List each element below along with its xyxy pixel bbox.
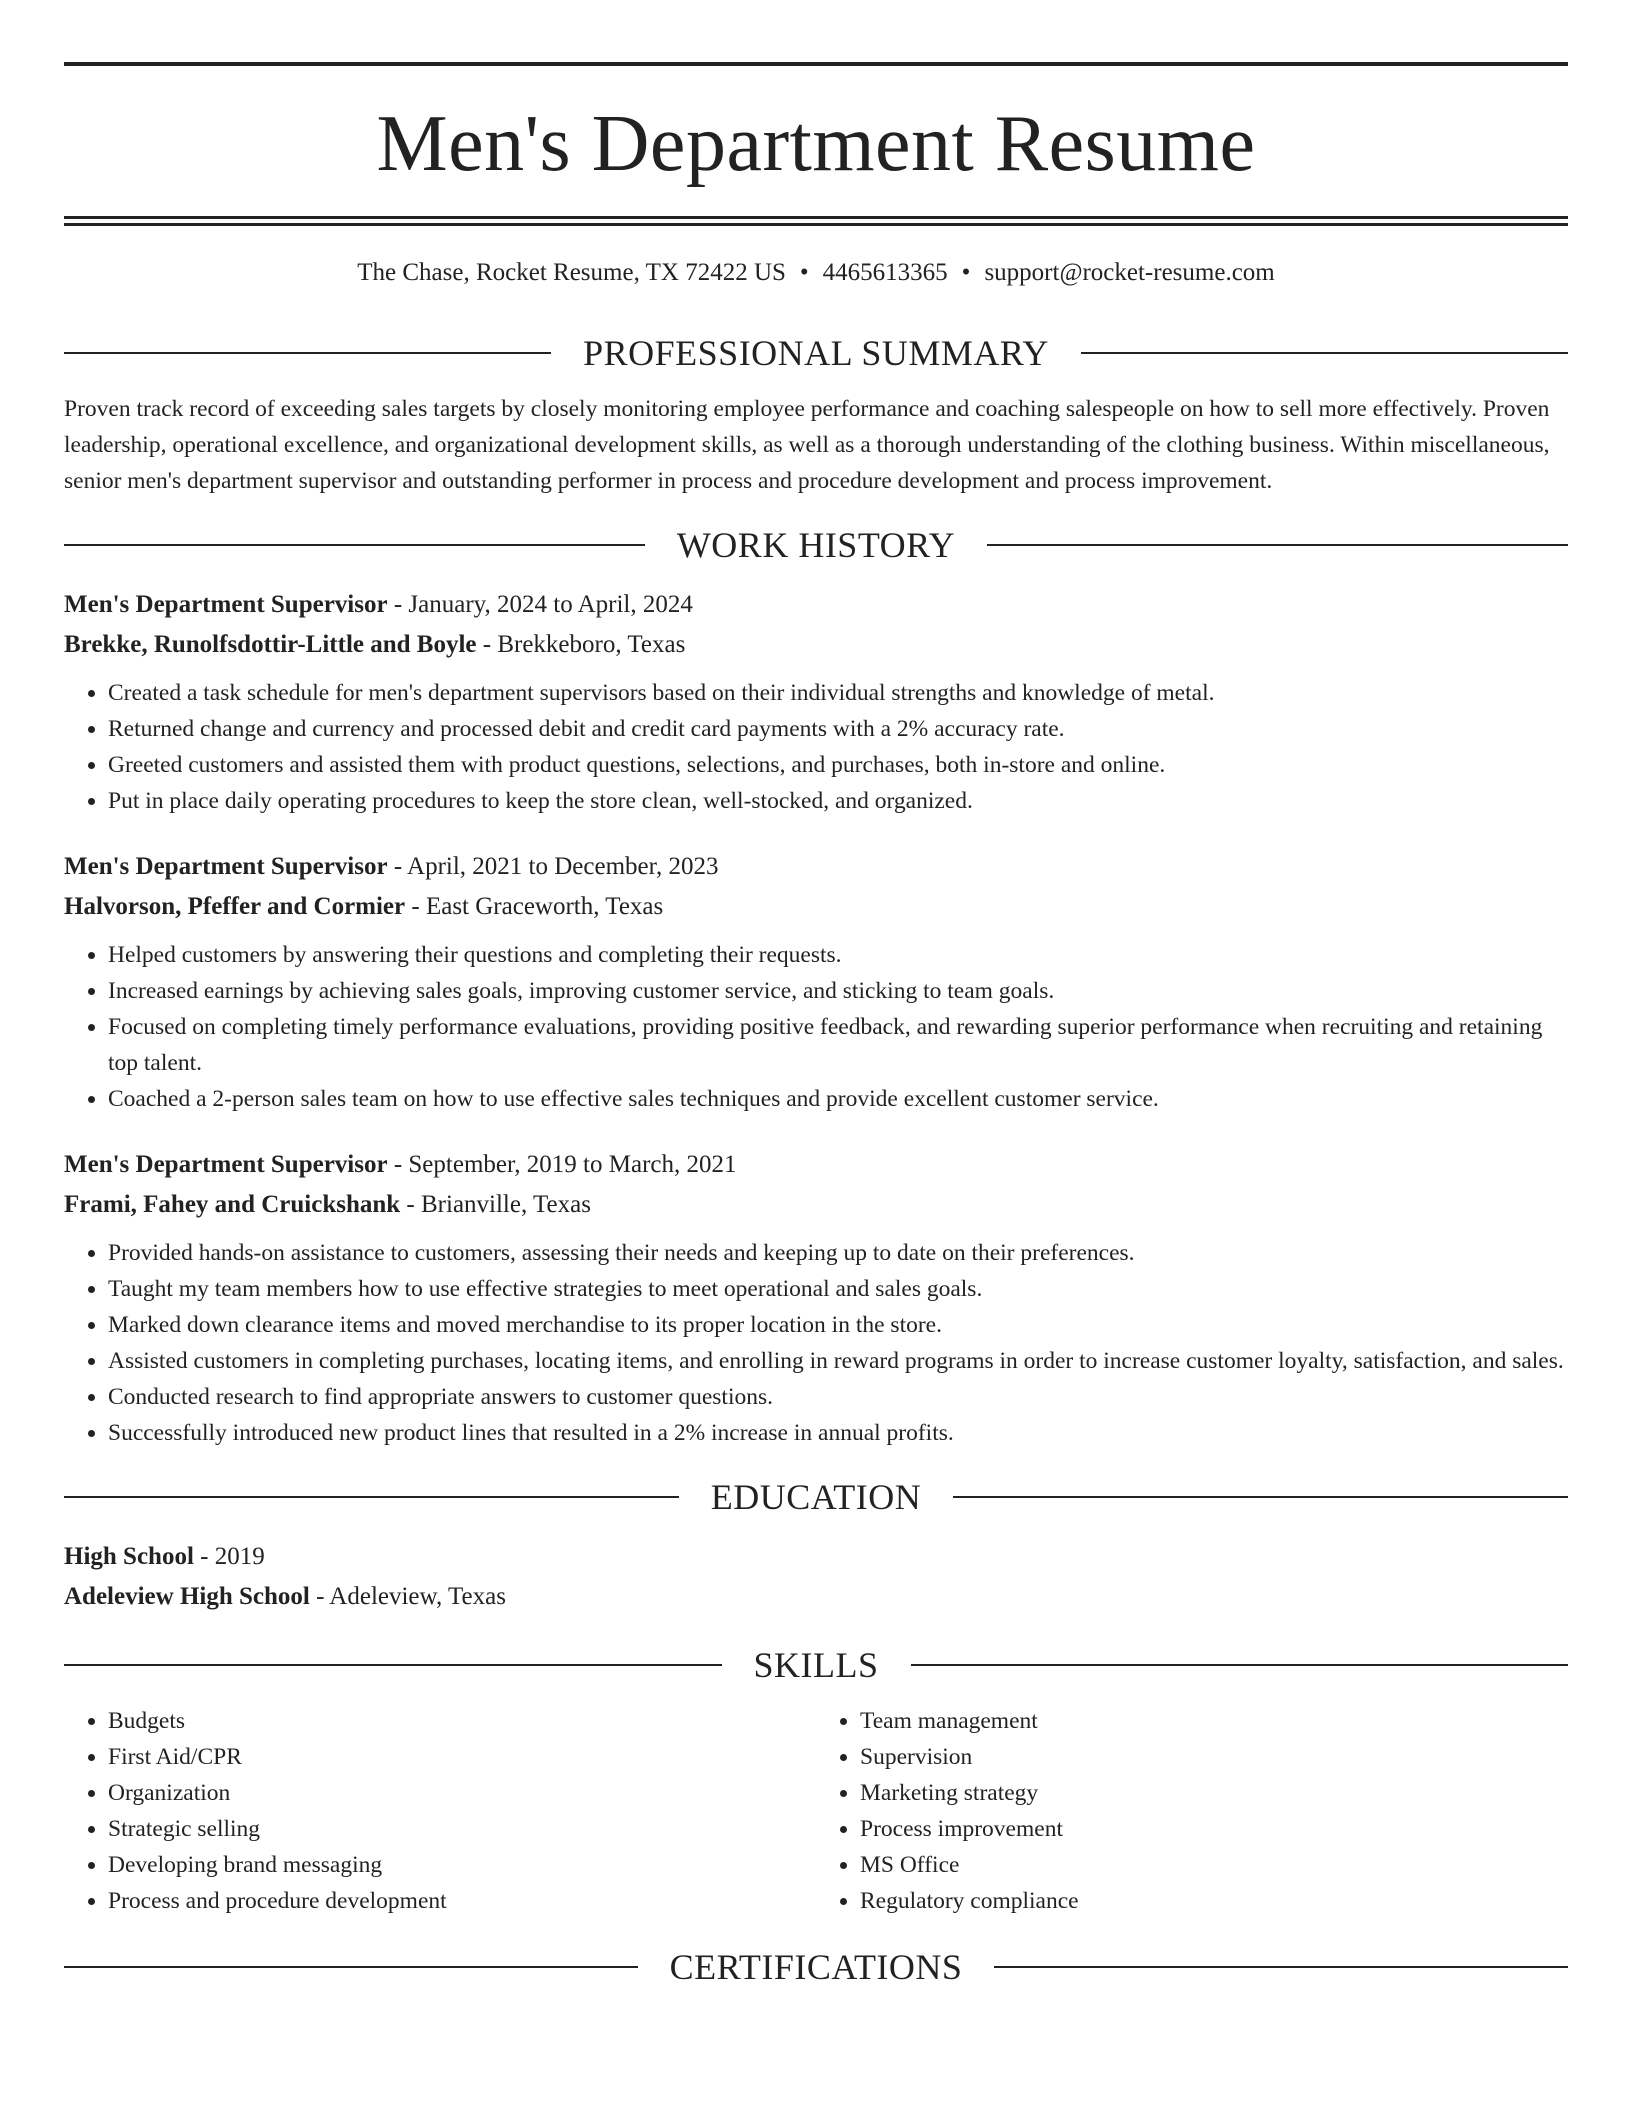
education-school-line — [64, 1577, 1568, 1617]
job-company-line — [64, 625, 1568, 665]
contact-address: The Chase, Rocket Resume, TX 72422 US — [357, 259, 786, 286]
section-header-work — [64, 527, 1568, 563]
section-title: PROFESSIONAL SUMMARY — [583, 333, 1049, 373]
job-location: - East Graceworth, Texas — [405, 893, 664, 920]
section-rule — [64, 1664, 722, 1666]
job-title: Men's Department Supervisor — [64, 591, 388, 618]
skill-item: • Process and procedure development — [108, 1883, 816, 1919]
contact-separator: • — [961, 259, 971, 286]
education-degree-line — [64, 1537, 1568, 1577]
contact-email[interactable]: support@rocket-resume.com — [984, 259, 1275, 286]
job-bullet-list — [64, 675, 1568, 819]
skill-item: • First Aid/CPR — [108, 1739, 816, 1775]
title-double-rule — [64, 216, 1568, 226]
job-entry — [64, 847, 1568, 1117]
skills-column-left — [64, 1703, 816, 1919]
job-bullet: • Taught my team members how to use effective strategies to meet operational and sales goals. — [108, 1271, 1568, 1307]
skill-item: • MS Office — [860, 1847, 1568, 1883]
top-rule — [64, 62, 1568, 66]
education-school: Adeleview High School — [64, 1583, 310, 1610]
job-bullet: • Conducted research to find appropriate answers to customer questions. — [108, 1379, 1568, 1415]
job-bullet: • Coached a 2-person sales team on how to use effective sales techniques and provide excellent customer service. — [108, 1081, 1568, 1117]
section-title: WORK HISTORY — [676, 525, 956, 565]
job-dates: - January, 2024 to April, 2024 — [387, 591, 693, 618]
job-company: Brekke, Runolfsdottir-Little and Boyle — [64, 631, 477, 658]
job-title-line — [64, 847, 1568, 887]
job-bullet: • Marked down clearance items and moved merchandise to its proper location in the store. — [108, 1307, 1568, 1343]
section-header-skills — [64, 1647, 1568, 1683]
job-bullet-list — [64, 937, 1568, 1117]
job-entry — [64, 585, 1568, 819]
skill-item: • Marketing strategy — [860, 1775, 1568, 1811]
job-bullet: • Increased earnings by achieving sales goals, improving customer service, and sticking to team goals. — [108, 973, 1568, 1009]
job-bullet: • Returned change and currency and processed debit and credit card payments with a 2% accuracy rate. — [108, 711, 1568, 747]
section-header-summary — [64, 335, 1568, 371]
job-title-line — [64, 585, 1568, 625]
job-title-line — [64, 1145, 1568, 1185]
section-rule — [1081, 352, 1568, 354]
job-bullet: • Focused on completing timely performance evaluations, providing positive feedback, and rewarding superior performance when recruiting and retaining top talent. — [108, 1009, 1568, 1081]
section-rule — [994, 1966, 1568, 1968]
section-title: EDUCATION — [710, 1477, 922, 1517]
section-rule — [911, 1664, 1569, 1666]
job-dates: - September, 2019 to March, 2021 — [387, 1151, 737, 1178]
section-rule — [64, 1966, 638, 1968]
education-degree: High School — [64, 1543, 194, 1570]
education-location: - Adeleview, Texas — [309, 1583, 506, 1610]
skill-item: • Process improvement — [860, 1811, 1568, 1847]
job-entry — [64, 1145, 1568, 1451]
skill-item: • Organization — [108, 1775, 816, 1811]
job-bullet: • Created a task schedule for men's department supervisors based on their individual strengths and knowledge of metal. — [108, 675, 1568, 711]
job-company-line — [64, 887, 1568, 927]
section-rule — [987, 544, 1568, 546]
job-bullet: • Provided hands-on assistance to customers, assessing their needs and keeping up to date on their preferences. — [108, 1235, 1568, 1271]
skills-column-right — [816, 1703, 1568, 1919]
job-company-line — [64, 1185, 1568, 1225]
job-company: Halvorson, Pfeffer and Cormier — [64, 893, 406, 920]
section-rule — [953, 1496, 1568, 1498]
job-location: - Brekkeboro, Texas — [476, 631, 686, 658]
job-location: - Brianville, Texas — [400, 1191, 591, 1218]
skills-grid — [64, 1703, 1568, 1919]
job-bullet: • Successfully introduced new product lines that resulted in a 2% increase in annual profits. — [108, 1415, 1568, 1451]
job-bullet-list — [64, 1235, 1568, 1451]
resume-title: Men's Department Resume — [376, 100, 1256, 188]
contact-line — [64, 260, 1568, 285]
education-year: - 2019 — [193, 1543, 265, 1570]
job-bullet: • Greeted customers and assisted them with product questions, selections, and purchases, both in-store and online. — [108, 747, 1568, 783]
work-history-list — [64, 585, 1568, 1451]
section-rule — [64, 352, 551, 354]
section-header-certifications — [64, 1949, 1568, 1985]
section-title: CERTIFICATIONS — [669, 1947, 963, 1987]
summary-text: Proven track record of exceeding sales targets by closely monitoring employee performance and coaching salespeople on how to sell more effectively. Proven leadership, operational excellence, and organizational development skills, as well as a thorough understanding of the clothing business. Within miscellaneous, senior men's department supervisor and outstanding performer in process and procedure development and process improvement. — [64, 396, 1550, 494]
job-bullet: • Assisted customers in completing purchases, locating items, and enrolling in reward programs in order to increase customer loyalty, satisfaction, and sales. — [108, 1343, 1568, 1379]
job-title: Men's Department Supervisor — [64, 853, 388, 880]
job-bullet: • Helped customers by answering their questions and completing their requests. — [108, 937, 1568, 973]
job-bullet: • Put in place daily operating procedures to keep the store clean, well-stocked, and organized. — [108, 783, 1568, 819]
skill-item: • Strategic selling — [108, 1811, 816, 1847]
contact-phone: 4465613365 — [822, 259, 948, 286]
skill-item: • Supervision — [860, 1739, 1568, 1775]
job-dates: - April, 2021 to December, 2023 — [387, 853, 719, 880]
skill-item: • Developing brand messaging — [108, 1847, 816, 1883]
job-title: Men's Department Supervisor — [64, 1151, 388, 1178]
section-rule — [64, 1496, 679, 1498]
section-header-education — [64, 1479, 1568, 1515]
skill-item: • Team management — [860, 1703, 1568, 1739]
job-company: Frami, Fahey and Cruickshank — [64, 1191, 401, 1218]
skill-item: • Budgets — [108, 1703, 816, 1739]
contact-separator: • — [799, 259, 809, 286]
section-title: SKILLS — [753, 1645, 879, 1685]
section-rule — [64, 544, 645, 546]
skill-item: • Regulatory compliance — [860, 1883, 1568, 1919]
